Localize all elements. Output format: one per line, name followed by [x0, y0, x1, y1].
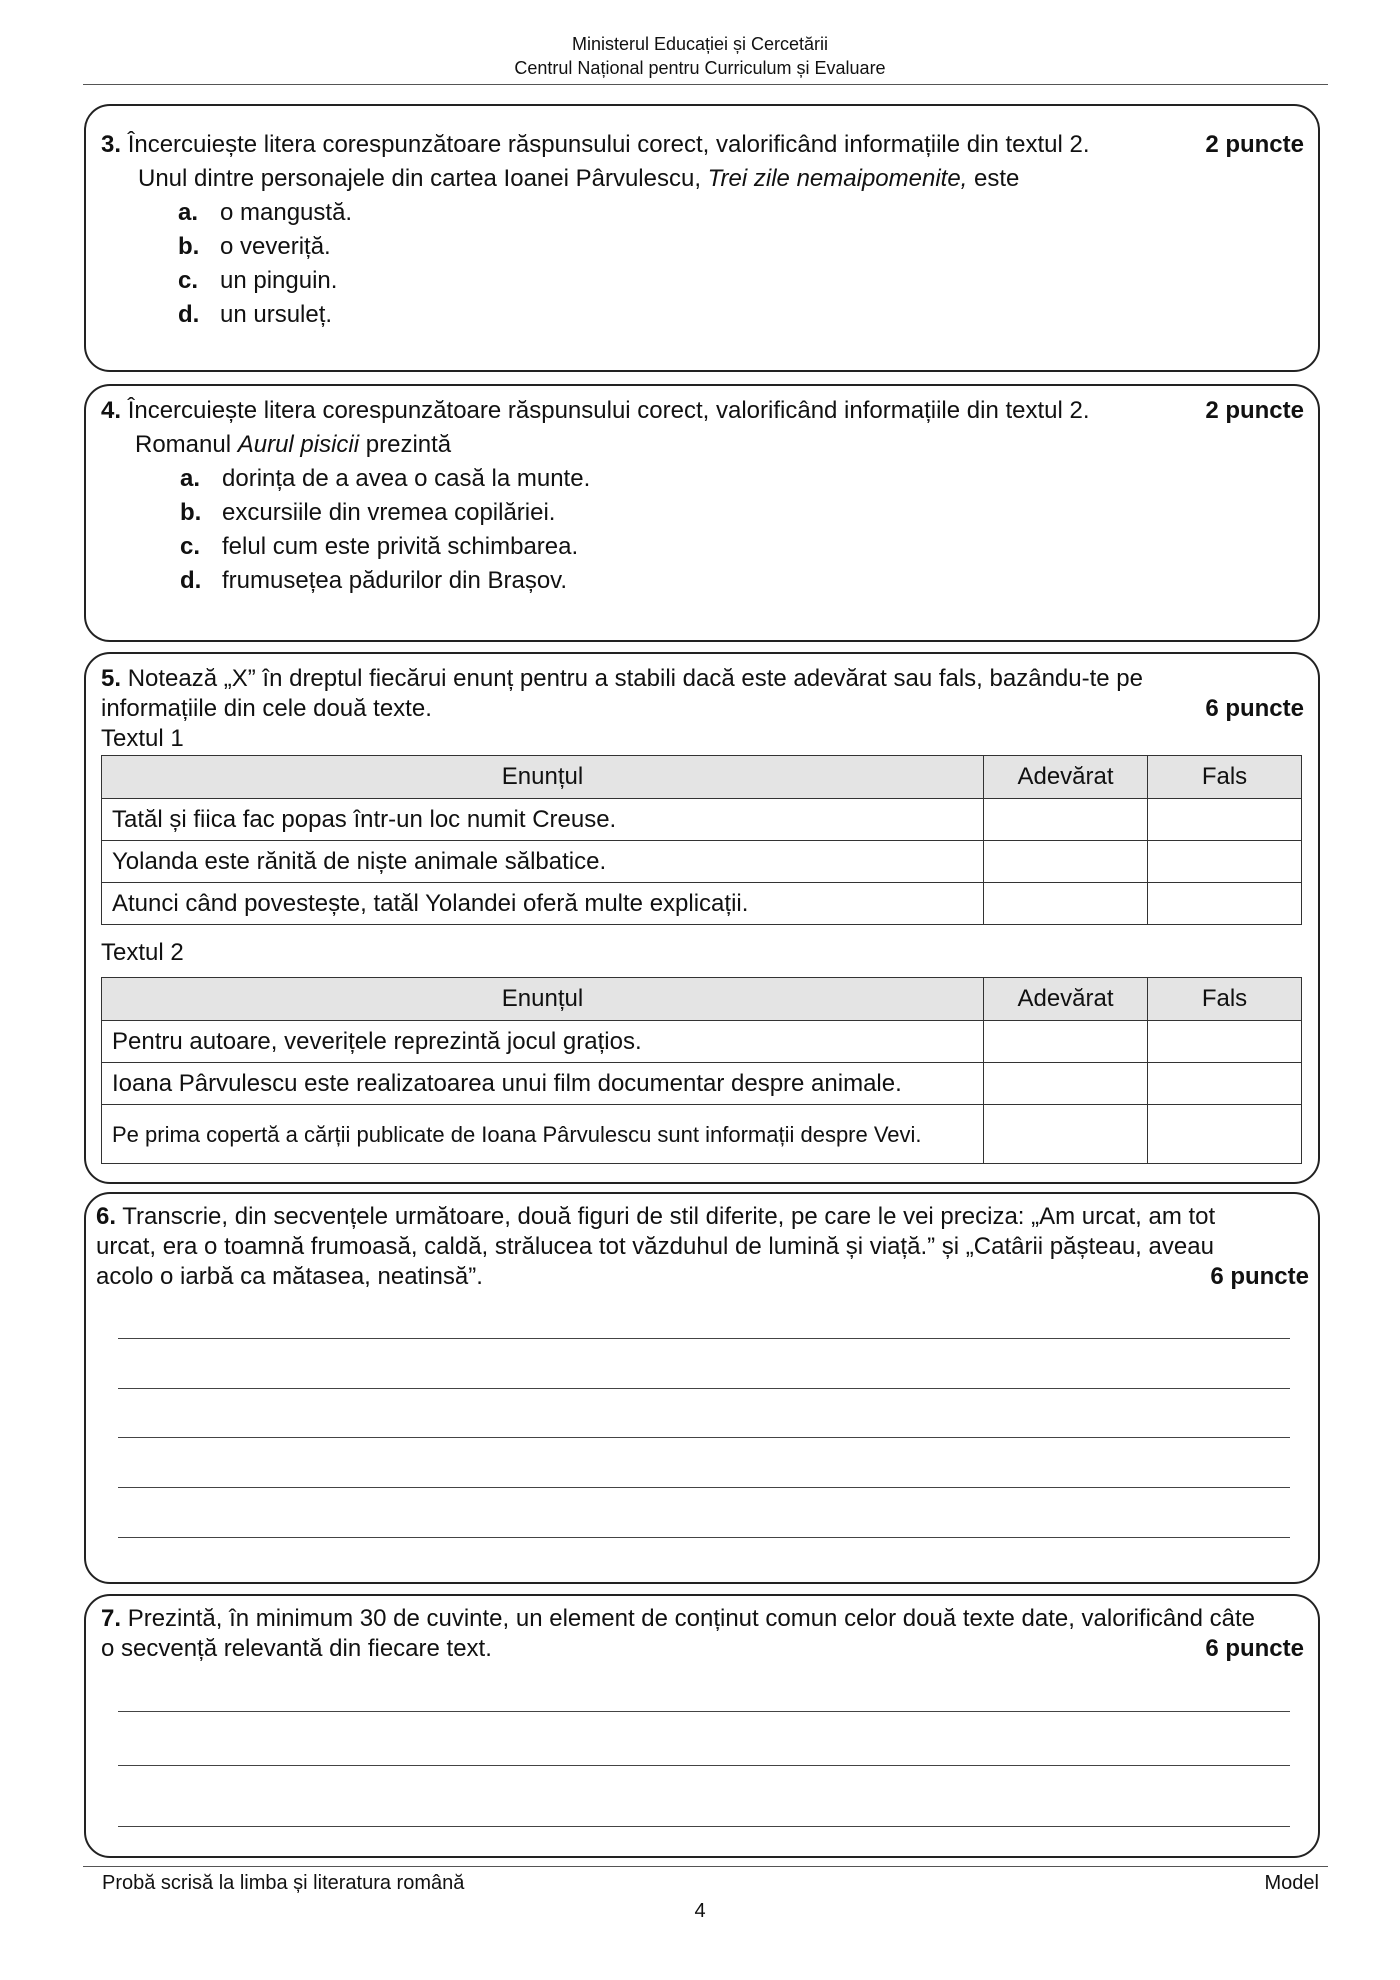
true-answer-cell[interactable] — [984, 1021, 1148, 1063]
question-6-number: 6. — [96, 1203, 117, 1230]
statement-cell: Atunci când povestește, tatăl Yolandei oferă multe explicații. — [102, 883, 984, 925]
option-text: dorința de a avea o casă la munte. — [222, 465, 591, 492]
header-center: Centrul Național pentru Curriculum și Evaluare — [514, 58, 886, 78]
table-row — [102, 1105, 1302, 1164]
question-4-stem-end: prezintă — [359, 431, 452, 458]
question-4-prompt — [101, 394, 1090, 428]
question-6-text-line1: Transcrie, din secvențele următoare, două figuri de stil diferite, pe care le vei preciza: „Am urcat, am tot — [122, 1203, 1216, 1230]
statement-cell: Ioana Pârvulescu este realizatoarea unui film documentar despre animale. — [102, 1063, 984, 1105]
false-answer-cell[interactable] — [1148, 1063, 1302, 1105]
option-letter: a. — [180, 465, 201, 492]
question-5-text-line2: informațiile din cele două texte. — [101, 695, 432, 722]
column-true: Adevărat — [984, 756, 1148, 799]
header-ministry: Ministerul Educației și Cercetării — [571, 34, 829, 54]
header-divider — [83, 84, 1328, 85]
footer-divider — [83, 1866, 1328, 1867]
answer-line[interactable] — [118, 1487, 1290, 1488]
table-row — [102, 1021, 1302, 1063]
column-false: Fals — [1148, 978, 1302, 1021]
footer-model-label: Model — [1264, 1872, 1319, 1894]
false-answer-cell[interactable] — [1148, 883, 1302, 925]
table-row — [102, 841, 1302, 883]
question-6-line1 — [96, 1202, 1309, 1232]
question-3-number: 3. — [101, 131, 122, 158]
question-4-option-d[interactable] — [180, 564, 567, 598]
answer-line[interactable] — [118, 1826, 1290, 1827]
question-3-points: 2 puncte — [1205, 131, 1304, 158]
text2-label: Textul 2 — [101, 939, 184, 966]
true-answer-cell[interactable] — [984, 883, 1148, 925]
text1-table — [101, 755, 1302, 925]
true-answer-cell[interactable] — [984, 799, 1148, 841]
question-3-option-d[interactable] — [178, 298, 332, 332]
question-4-text: Încercuiește litera corespunzătoare răspunsului corect, valorificând informațiile din textul 2. — [127, 397, 1090, 424]
page-number: 4 — [694, 1900, 706, 1922]
false-answer-cell[interactable] — [1148, 1105, 1302, 1164]
question-3-option-b[interactable] — [178, 230, 331, 264]
footer-exam-title: Probă scrisă la limba și literatura română — [102, 1872, 465, 1894]
statement-cell: Pentru autoare, veverițele reprezintă jocul grațios. — [102, 1021, 984, 1063]
question-4-points: 2 puncte — [1205, 397, 1304, 424]
question-6-text-line2: urcat, era o toamnă frumoasă, caldă, strălucea tot văzduhul de lumină și viață.” și „Catârii pășteau, aveau — [96, 1233, 1214, 1260]
question-7-text-line2: o secvență relevantă din fiecare text. — [101, 1635, 492, 1662]
text1-label: Textul 1 — [101, 725, 184, 752]
option-letter: a. — [178, 199, 199, 226]
answer-line[interactable] — [118, 1437, 1290, 1438]
question-4-option-a[interactable] — [180, 462, 590, 496]
column-statement: Enunțul — [102, 756, 984, 799]
option-letter: b. — [178, 233, 200, 260]
false-answer-cell[interactable] — [1148, 841, 1302, 883]
true-answer-cell[interactable] — [984, 1063, 1148, 1105]
question-3-stem-start: Unul dintre personajele din cartea Ioanei Pârvulescu, — [138, 165, 708, 192]
answer-line[interactable] — [118, 1711, 1290, 1712]
option-letter: c. — [180, 533, 201, 560]
text2-table — [101, 977, 1302, 1164]
table-header-row — [102, 756, 1302, 799]
question-3-stem-end: este — [967, 165, 1020, 192]
true-answer-cell[interactable] — [984, 1105, 1148, 1164]
option-letter: c. — [178, 267, 199, 294]
column-true: Adevărat — [984, 978, 1148, 1021]
statement-cell: Yolanda este rănită de niște animale sălbatice. — [102, 841, 984, 883]
question-6-points: 6 puncte — [1210, 1263, 1309, 1290]
question-5-number: 5. — [101, 665, 122, 692]
option-text: excursiile din vremea copilăriei. — [222, 499, 556, 526]
question-4-number: 4. — [101, 397, 122, 424]
question-4-option-b[interactable] — [180, 496, 555, 530]
question-5-prompt — [101, 664, 1303, 694]
question-3-stem — [138, 162, 1019, 196]
question-7-number: 7. — [101, 1605, 122, 1632]
question-3-prompt — [101, 128, 1090, 162]
table-header-row — [102, 978, 1302, 1021]
false-answer-cell[interactable] — [1148, 1021, 1302, 1063]
question-4-option-c[interactable] — [180, 530, 578, 564]
option-text: felul cum este privită schimbarea. — [222, 533, 579, 560]
false-answer-cell[interactable] — [1148, 799, 1302, 841]
question-7-line1 — [101, 1604, 1303, 1634]
question-5-points: 6 puncte — [1205, 695, 1304, 722]
table-row — [102, 1063, 1302, 1105]
option-letter: b. — [180, 499, 202, 526]
statement-cell: Tatăl și fiica fac popas într-un loc numit Creuse. — [102, 799, 984, 841]
option-letter: d. — [180, 567, 202, 594]
option-text: frumusețea pădurilor din Brașov. — [222, 567, 568, 594]
question-6-text-line3: acolo o iarbă ca mătasea, neatinsă”. — [96, 1263, 483, 1290]
answer-line[interactable] — [118, 1338, 1290, 1339]
question-3-text: Încercuiește litera corespunzătoare răspunsului corect, valorificând informațiile din textul 2. — [127, 131, 1090, 158]
question-4-stem-start: Romanul — [135, 431, 238, 458]
question-7-text-line1: Prezintă, în minimum 30 de cuvinte, un element de conținut comun celor două texte date, valorificând câte — [127, 1605, 1255, 1632]
answer-line[interactable] — [118, 1765, 1290, 1766]
true-answer-cell[interactable] — [984, 841, 1148, 883]
question-4-book-title: Aurul pisicii — [237, 431, 360, 458]
table-row — [102, 883, 1302, 925]
statement-cell: Pe prima copertă a cărții publicate de Ioana Pârvulescu sunt informații despre Vevi. — [102, 1105, 984, 1164]
column-false: Fals — [1148, 756, 1302, 799]
question-5-text-line1: Notează „X” în dreptul fiecărui enunț pentru a stabili dacă este adevărat sau fals, bazându-te pe — [127, 665, 1143, 692]
question-3-book-title: Trei zile nemaipomenite, — [707, 165, 968, 192]
option-text: o mangustă. — [220, 199, 353, 226]
option-text: un ursuleț. — [220, 301, 333, 328]
option-letter: d. — [178, 301, 200, 328]
option-text: un pinguin. — [220, 267, 338, 294]
answer-line[interactable] — [118, 1388, 1290, 1389]
question-3-option-a[interactable] — [178, 196, 352, 230]
answer-line[interactable] — [118, 1537, 1290, 1538]
question-3-option-c[interactable] — [178, 264, 337, 298]
option-text: o veveriță. — [220, 233, 331, 260]
question-4-stem — [135, 428, 451, 462]
question-7-points: 6 puncte — [1205, 1635, 1304, 1662]
column-statement: Enunțul — [102, 978, 984, 1021]
table-row — [102, 799, 1302, 841]
